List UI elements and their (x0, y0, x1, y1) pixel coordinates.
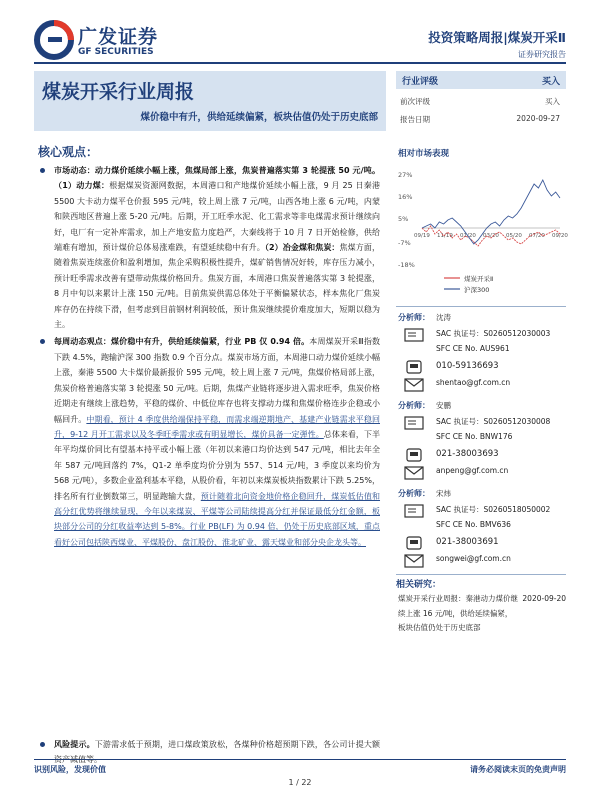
report-date-value: 2020-09-27 (516, 114, 560, 123)
email-icon (404, 466, 424, 480)
report-type: 投资策略周报|煤炭开采Ⅱ (428, 30, 566, 45)
risk-body: 下游需求低于预期，进口煤政策放松，各煤种价格超预期下跌，各公司计提大额 (94, 740, 381, 749)
analyst-name: 安鹏 (436, 401, 451, 410)
relative-performance-chart (396, 160, 566, 300)
y-tick-label: -18% (398, 261, 415, 269)
bullet-body-2: 焦煤方面，随着焦炭连续涨价和盈利增加，焦企采购积极性提升，煤矿销售情况好转，库存压力减小，预计旺季需求改善有望带动焦煤价格回升。焦炭方面，本周港口焦炭普遍落实第 3 轮提涨，8 月中旬以来累计上涨 150 元/吨。目前焦炭供需总体处于平衡偏紧状态，样本焦化厂焦炭库存仍在持续下滑，但考虑到目前钢材利润较低，预计焦炭继续提价难度加大，短期以稳为主。 (54, 243, 380, 330)
analyst-card-1 (396, 310, 566, 396)
y-tick-label: 27% (398, 171, 413, 179)
related-research-heading: 相关研究： (396, 580, 442, 590)
analyst-name: 宋炜 (436, 489, 451, 498)
analyst-phone: 021-38003693 (436, 449, 499, 459)
risk-lead: 风险提示。 (54, 740, 95, 749)
legend-label: 煤炭开采Ⅱ (464, 275, 494, 283)
page-number: 1 / 22 (288, 778, 312, 787)
report-date-label: 报告日期 (400, 115, 430, 124)
analyst-phone: 010-59136693 (436, 361, 499, 371)
phone-icon (404, 360, 424, 374)
chart-svg (396, 160, 566, 300)
y-tick-label: -7% (398, 239, 411, 247)
x-tick-label: 09/20 (552, 233, 568, 239)
logo-text-cn: 广发证券 (78, 26, 159, 48)
x-tick-label: 03/20 (483, 233, 499, 239)
analyst-card-3 (396, 486, 566, 572)
analyst-sac: SAC 执证号：S0260518050002 (436, 505, 551, 514)
bullet-underlined-1: 中期看，预计 4 季度供给端保持平稳，而需求端逆期地产、基建产业链需求平稳回升，9-12 月开工需求以及冬季旺季需求或有明显增长，煤价具备一定弹性。 (54, 414, 380, 439)
core-viewpoints (38, 163, 380, 552)
x-tick-label: 05/20 (506, 233, 522, 239)
bullet-underlined-2: 预计随着北向资金地价格企稳回升，煤炭低估值和高分红优势将继续显现，今年以来煤炭、平煤等公司陆续提高分红并保证最低分红金额，板块部分公司的分红收益率达到 5-8%。行业 PB(LF) 为 0.94 倍，仍处于历史底部区域，重点看好公司包括陕西煤业、平煤股份、盘江股份、淮北矿业、露天煤业和部分央企龙头等。 (54, 491, 381, 547)
analyst-email[interactable]: anpeng@gf.com.cn (436, 466, 509, 475)
analyst-card-2 (396, 398, 566, 484)
related-research-item[interactable] (398, 592, 566, 636)
footer-divider (34, 759, 566, 760)
title-band (34, 71, 386, 131)
y-tick-label: 5% (398, 215, 409, 223)
x-tick-label: 11/19 (437, 233, 453, 239)
certificate-icon (404, 416, 424, 430)
analyst-sfc: SFC CE No. BNW176 (436, 432, 513, 441)
analyst-sfc: SFC CE No. AUS961 (436, 344, 510, 353)
x-tick-label: 07/20 (529, 233, 545, 239)
gf-securities-logo (34, 20, 164, 60)
analyst-email[interactable]: songwei@gf.com.cn (436, 554, 511, 563)
email-icon (404, 378, 424, 392)
report-subtitle: 煤价稳中有升，供给延续偏紧，板块估值仍处于历史底部 (140, 112, 378, 123)
analyst-label: 分析师： (398, 401, 430, 410)
analyst-label: 分析师： (398, 313, 430, 322)
rating-value: 买入 (541, 77, 560, 87)
bullet-body: 根据煤炭资源网数据，本周港口和产地煤价延续小幅上涨，9 月 25 日秦港 5500 大卡动力煤平仓价报 595 元/吨，较上周上涨 7 元/吨，山西各地上涨 6 元/吨，内蒙和陕西地区普遍上涨 5-20 元/吨。后期，开工旺季水泥、化工需求等非电煤需求预计继续向好，电厂有一定补库需求，加上产地安监力度趋严，大秦线将于 10 月 7 日开始检修，供给端难有增加，预计煤价总体易涨难跌，有望延续稳中有升。 (54, 181, 380, 253)
header-divider (34, 62, 566, 64)
core-viewpoints-heading: 核心观点： (38, 145, 99, 159)
analyst-email[interactable]: shentao@gf.com.cn (436, 378, 511, 387)
certificate-icon (404, 504, 424, 518)
divider (396, 306, 566, 307)
report-title: 煤炭开采行业周报 (42, 81, 195, 103)
divider (396, 574, 566, 575)
report-subtype: 证券研究报告 (518, 50, 566, 59)
bullet-dot-icon (40, 168, 45, 173)
bullet-lead: 每周动态观点：煤价稳中有升，供给延续偏紧，行业 PB 仅 0.94 倍。 (54, 337, 310, 347)
analyst-label: 分析师： (398, 489, 430, 498)
bullet-market-dynamics (38, 163, 380, 332)
rating-header (396, 71, 566, 89)
bullet-dot-icon (40, 339, 45, 344)
bullet-dot-icon (40, 742, 45, 747)
gf-logo-icon (34, 20, 74, 60)
email-icon (404, 554, 424, 568)
analyst-phone: 021-38003691 (436, 537, 499, 547)
y-tick-label: 16% (398, 193, 413, 201)
relative-performance-title: 相对市场表现 (398, 149, 450, 159)
phone-icon (404, 536, 424, 550)
bullet-body: 本周煤炭开采Ⅲ指数下跌 4.5%，跑输沪深 300 指数 0.9 个百分点。煤炭市场方面，本周港口动力煤价延续小幅上涨，秦港 5500 大卡煤价最新报价 595 元/吨，较上周上涨 7 元/吨，焦煤价格局部上涨，焦炭价格普遍落实第 3 轮提涨 50 元/吨。后期，焦煤产业链将逐步进入需求旺季，焦炭价格近期走有继续上涨趋势，平稳的煤价、中低位库存也将支撑动力煤和焦煤价格连步企稳或小幅回升。 (54, 337, 380, 424)
certificate-icon (404, 328, 424, 342)
analyst-name: 沈涛 (436, 313, 451, 322)
prev-rating-label: 前次评级 (400, 97, 430, 106)
bullet-weekly-view (38, 334, 380, 550)
bullet-lead: 市场动态：动力煤价延续小幅上涨，焦煤局部上涨，焦炭普遍落实第 3 轮提涨 50 元/吨。（1）动力煤： (54, 166, 380, 191)
legend-label: 沪深300 (464, 286, 490, 294)
phone-icon (404, 448, 424, 462)
analyst-sac: SAC 执证号：S0260512030008 (436, 417, 551, 426)
x-tick-label: 09/19 (414, 233, 430, 239)
prev-rating-value: 买入 (545, 97, 560, 106)
related-research-text[interactable]: 煤炭开采行业周报：秦港动力煤价继续上涨 16 元/吨，供给延续偏紧，板块估值仍处于历史底部 (398, 594, 518, 632)
footer-slogan: 识别风险，发现价值 (34, 765, 106, 774)
logo-text-en: GF SECURITIES (78, 47, 154, 57)
bullet-lead-2: （2）冶金煤和焦炭： (264, 243, 340, 253)
analyst-sac: SAC 执证号：S0260512030003 (436, 329, 551, 338)
bullet-body-3: 总体来看，下半年平均煤价同比有望基本持平或小幅上涨（年初以来港口均价达到 547 元/吨，相比去年全年 587 元/吨回落约 7%，Q1-2 单季度均价分别为 557、514 元/吨，3 季度以来均价为 568 元/吨），多数企业盈利基本平稳，从股价看，年初以来煤炭板块指数累计下跌 5.25%，排名所有行业倒数第三，明显跑输大盘， (54, 429, 381, 501)
footer-disclaimer: 请务必阅读末页的免责声明 (470, 765, 566, 774)
related-research-date: 2020-09-20 (522, 594, 566, 603)
rating-label: 行业评级 (402, 77, 439, 87)
analyst-sfc: SFC CE No. BMV636 (436, 520, 511, 529)
x-tick-label: 01/20 (460, 233, 476, 239)
